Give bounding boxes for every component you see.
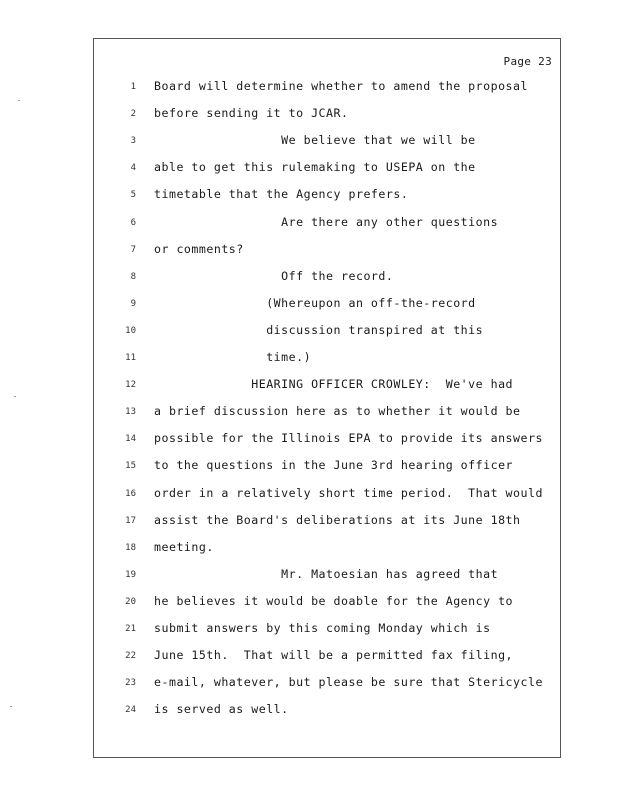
transcript-line [94, 513, 560, 533]
line-number: 11 [125, 353, 136, 363]
line-text: HEARING OFFICER CROWLEY: We've had [154, 377, 514, 392]
transcript-line [94, 648, 560, 668]
line-number: 12 [125, 380, 136, 391]
line-number: 13 [125, 407, 136, 418]
transcript-page [93, 38, 561, 758]
transcript-line [94, 702, 560, 722]
line-text: order in a relatively short time period. That would [154, 485, 543, 500]
line-text: discussion transpired at this [154, 322, 484, 337]
line-number: 21 [125, 624, 136, 634]
transcript-line [94, 133, 560, 153]
line-text: meeting. [154, 539, 214, 554]
line-text: possible for the Illinois EPA to provide its answers [154, 431, 543, 446]
line-number: 24 [125, 705, 136, 716]
line-text: time.) [154, 350, 312, 364]
line-number: 22 [125, 651, 136, 662]
scan-mark [10, 706, 12, 707]
transcript-line [94, 675, 560, 695]
line-text: June 15th. That will be a permitted fax filing, [154, 648, 514, 663]
transcript-line [94, 79, 560, 99]
line-number: 8 [130, 271, 136, 282]
line-text: Board will determine whether to amend the proposal [154, 79, 529, 93]
line-number: 6 [130, 217, 136, 228]
transcript-line [94, 567, 560, 587]
line-text: We believe that we will be [154, 133, 476, 148]
line-text: (Whereupon an off-the-record [154, 295, 476, 310]
line-text: a brief discussion here as to whether it would be [154, 404, 521, 419]
line-text: submit answers by this coming Monday which is [154, 621, 491, 635]
line-text: to the questions in the June 3rd hearing officer [154, 458, 514, 473]
line-number: 5 [130, 190, 136, 201]
page-number: Page 23 [503, 55, 552, 68]
line-text: timetable that the Agency prefers. [154, 187, 409, 202]
transcript-line [94, 458, 560, 478]
line-number: 9 [130, 298, 136, 309]
line-text: is served as well. [154, 702, 289, 717]
line-number: 19 [125, 569, 136, 580]
line-text: Off the record. [154, 268, 394, 283]
line-number: 23 [125, 678, 136, 689]
scan-mark [18, 100, 20, 101]
transcript-line [94, 594, 560, 614]
transcript-line [94, 187, 560, 207]
line-number: 1 [130, 82, 136, 92]
line-text: before sending it to JCAR. [154, 106, 349, 121]
line-number: 17 [125, 515, 136, 526]
line-number: 15 [125, 461, 136, 472]
transcript-line [94, 242, 560, 262]
transcript-line [94, 540, 560, 560]
transcript-line [94, 269, 560, 289]
line-number: 20 [125, 596, 136, 607]
scan-mark [14, 396, 16, 397]
line-number: 10 [125, 325, 136, 336]
transcript-line [94, 431, 560, 451]
line-number: 2 [130, 109, 136, 120]
transcript-line [94, 377, 560, 397]
line-number: 14 [125, 434, 136, 445]
line-text: Mr. Matoesian has agreed that [154, 566, 499, 581]
line-number: 18 [125, 542, 136, 553]
line-text: or comments? [154, 241, 244, 256]
line-text: Are there any other questions [154, 214, 499, 229]
transcript-line [94, 486, 560, 506]
transcript-line [94, 350, 560, 370]
line-text: e-mail, whatever, but please be sure that Stericycle [154, 675, 543, 690]
line-number: 4 [130, 163, 136, 174]
transcript-line [94, 296, 560, 316]
line-number: 3 [130, 136, 136, 147]
transcript-line [94, 160, 560, 180]
line-text: he believes it would be doable for the Agency to [154, 593, 514, 608]
line-text: assist the Board's deliberations at its June 18th [154, 512, 521, 527]
transcript-line [94, 106, 560, 126]
transcript-line [94, 215, 560, 235]
line-number: 7 [130, 244, 136, 255]
line-number: 16 [125, 488, 136, 499]
transcript-line [94, 323, 560, 343]
transcript-line [94, 621, 560, 641]
line-text: able to get this rulemaking to USEPA on the [154, 160, 476, 175]
transcript-line [94, 404, 560, 424]
